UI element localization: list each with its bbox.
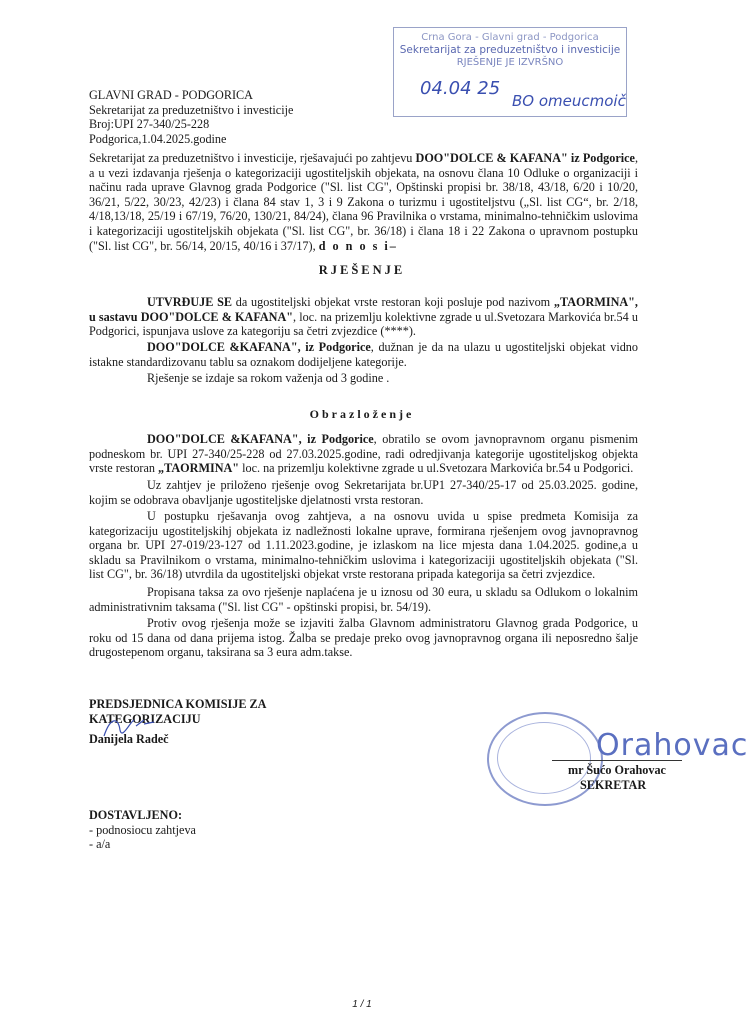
text: , dužnan je da na ulazu u ugostiteljski objekat vidno istakne standardizovanu tablu sa oznakom dodijeljene kategorije.: [89, 340, 638, 369]
reasoning-paragraph: Propisana taksa za ovo rješenje naplaćena je u iznosu od 30 eura, u skladu sa Odlukom o lokalnim administrativnim taksama ("Sl. list CG" - opštinski propisi, br. 54/19).: [89, 585, 638, 614]
text: DOO"DOLCE &KAFANA", iz Podgorice: [147, 340, 371, 354]
text: „TAORMINA": [158, 461, 240, 476]
text: , a u vezi izdavanja rješenja o kategorizaciji ugostiteljskih objekata, na osnovu člana 10 Odluke o organizaciji i načinu rada uprave Glavnog grada Podgorice ("Sl. list CG", Opštinski propisi br. 38/18, 43/18, 6/20 i 10/20, 36/21, 5/22, 30/23, 42/23) i člana 84 stav 1, 3 i 9 Zakona o turizmu i ugostiteljstvu („Sl. list CG“, br. 2/18, 4/18,13/18, 25/19 i 67/19, 76/20, 130/21, 84/24), člana 96 Pravilnika o vrstama, minimalno-tehničkim uslovima i kategorizaciji ugostiteljskih objekata ("Sl. list CG", br. 36/18) i člana 18 i 22 Zakona o upravnom postupku ("Sl. list CG", br. 56/14, 20/15, 40/16 i 37/17),: [89, 151, 638, 253]
secretary-signature-block: [568, 763, 666, 792]
place-date: Podgorica,1.04.2025.godine: [89, 131, 227, 146]
reasoning-paragraph: U postupku rješavanja ovog zahtjeva, a na osnovu uvida u spise predmeta Komisija za kategorizaciju ugostiteljskihj objekata iz nadležnosti lokalne uprave, formirana rješenjem ovog javnopravnog organa br. UPI 27-019/23-127 od 1.11.2023.godine, je izlaskom na lice mjesta dana 1.04.2025. godine,a u skladu sa Pravilnikom o vrstama, minimalno-tehničkim uslovima i kategorizaciji ugostiteljskih objekata ("Sl. list CG", br. 36/18) utvrdila da ugostiteljski objekat vrste restorana pripada kategorija sa četri zvjezdice.: [89, 509, 638, 582]
signer-title: SEKRETAR: [580, 777, 647, 792]
decision-paragraph: [89, 340, 638, 369]
reasoning-title: Obrazloženje: [309, 407, 415, 421]
reasoning-paragraph: Uz zahtjev je priloženo rješenje ovog Sekretarijata br.UP1 27-340/25-17 od 25.03.2025. godine, kojim se odobrava obavljanje ugostiteljske djelatnosti vrsta restoran.: [89, 478, 638, 507]
stamp-line: RJEŠENJE JE IZVRŠNO: [456, 57, 564, 68]
delivery-item: - podnosiocu zahtjeva: [89, 822, 196, 837]
signer-title: KATEGORIZACIJU: [89, 711, 201, 726]
executed-stamp: [393, 27, 627, 117]
text: , obratilo se ovom javnopravnom organu pismenim podneskom br. UPI 27-340/25-228 od 27.03.2025.godine, radi odredjivanja kategorije ugostiteljskog objekta vrste restoran: [89, 432, 638, 476]
decision-paragraph: [89, 295, 638, 339]
handwritten-signature-icon: [100, 712, 160, 742]
stamp-date: 04.04 25: [420, 78, 501, 99]
page-number: 1 / 1: [352, 999, 372, 1010]
signer-name: Danijela Radeč: [89, 732, 169, 746]
reasoning-paragraph: Protiv ovog rješenja može se izjaviti žalba Glavnom administratoru Glavnog grada Podgorice, u roku od 15 dana od dana prijema istog. Žalba se predaje preko ovog javnopravnog organa ili neposredno šalje drugostepenom organu, taksirana sa 3 eura adm.takse.: [89, 616, 638, 660]
reasoning-paragraph: [89, 432, 638, 476]
text: da ugostiteljski objekat vrste restoran koji posluje pod nazivom: [232, 295, 554, 309]
document-number: Broj:UPI 27-340/25-228: [89, 117, 210, 131]
applicant: DOO"DOLCE & KAFANA" iz Podgorice: [415, 151, 635, 165]
text: DOO"DOLCE &KAFANA", iz Podgorice: [147, 432, 374, 446]
stamp-line: Crna Gora - Glavni grad - Podgorica: [421, 32, 599, 43]
secretary-signature: Orahovac: [596, 728, 748, 763]
letterhead: [89, 88, 293, 146]
stamp-line: Sekretarijat za preduzetništvo i investicije: [399, 44, 621, 56]
signature-line: [552, 760, 682, 761]
text: , loc. na prizemlju kolektivne zgrade u ul.Svetozara Markovića br.54 u Podgorici, ispunjava uslove za kategoriju sa četri zvjezdice (****).: [89, 309, 638, 339]
decision-paragraph: Rješenje se izdaje sa rokom važenja od 3 godine .: [147, 371, 390, 385]
org-name: GLAVNI GRAD - PODGORICA: [89, 88, 253, 102]
text: d o n o s i–: [318, 238, 398, 253]
text: „TAORMINA", u sastavu DOO"DOLCE & KAFANA": [89, 295, 638, 324]
intro-paragraph: [89, 151, 638, 253]
department: Sekretarijat za preduzetništvo i investicije: [89, 102, 294, 117]
decision-title: RJEŠENJE: [318, 263, 406, 277]
text: Sekretarijat za preduzetništvo i investicije, rješavajući po zahtjevu: [89, 151, 416, 165]
delivery-title: DOSTAVLJENO:: [89, 808, 183, 822]
signer-name: mr Šućo Orahovac: [568, 763, 666, 777]
delivery-list: [89, 808, 196, 852]
text: loc. na prizemlju kolektivne zgrade u ul.Svetozara Markovića br.54 u Podgorici.: [239, 461, 634, 476]
text: UTVRĐUJE SE: [147, 295, 233, 309]
signer-title: PREDSJEDNICA KOMISIJE ZA: [89, 697, 267, 711]
delivery-item: - a/a: [89, 837, 111, 851]
stamp-signature: BO omeucmoič: [512, 92, 626, 110]
